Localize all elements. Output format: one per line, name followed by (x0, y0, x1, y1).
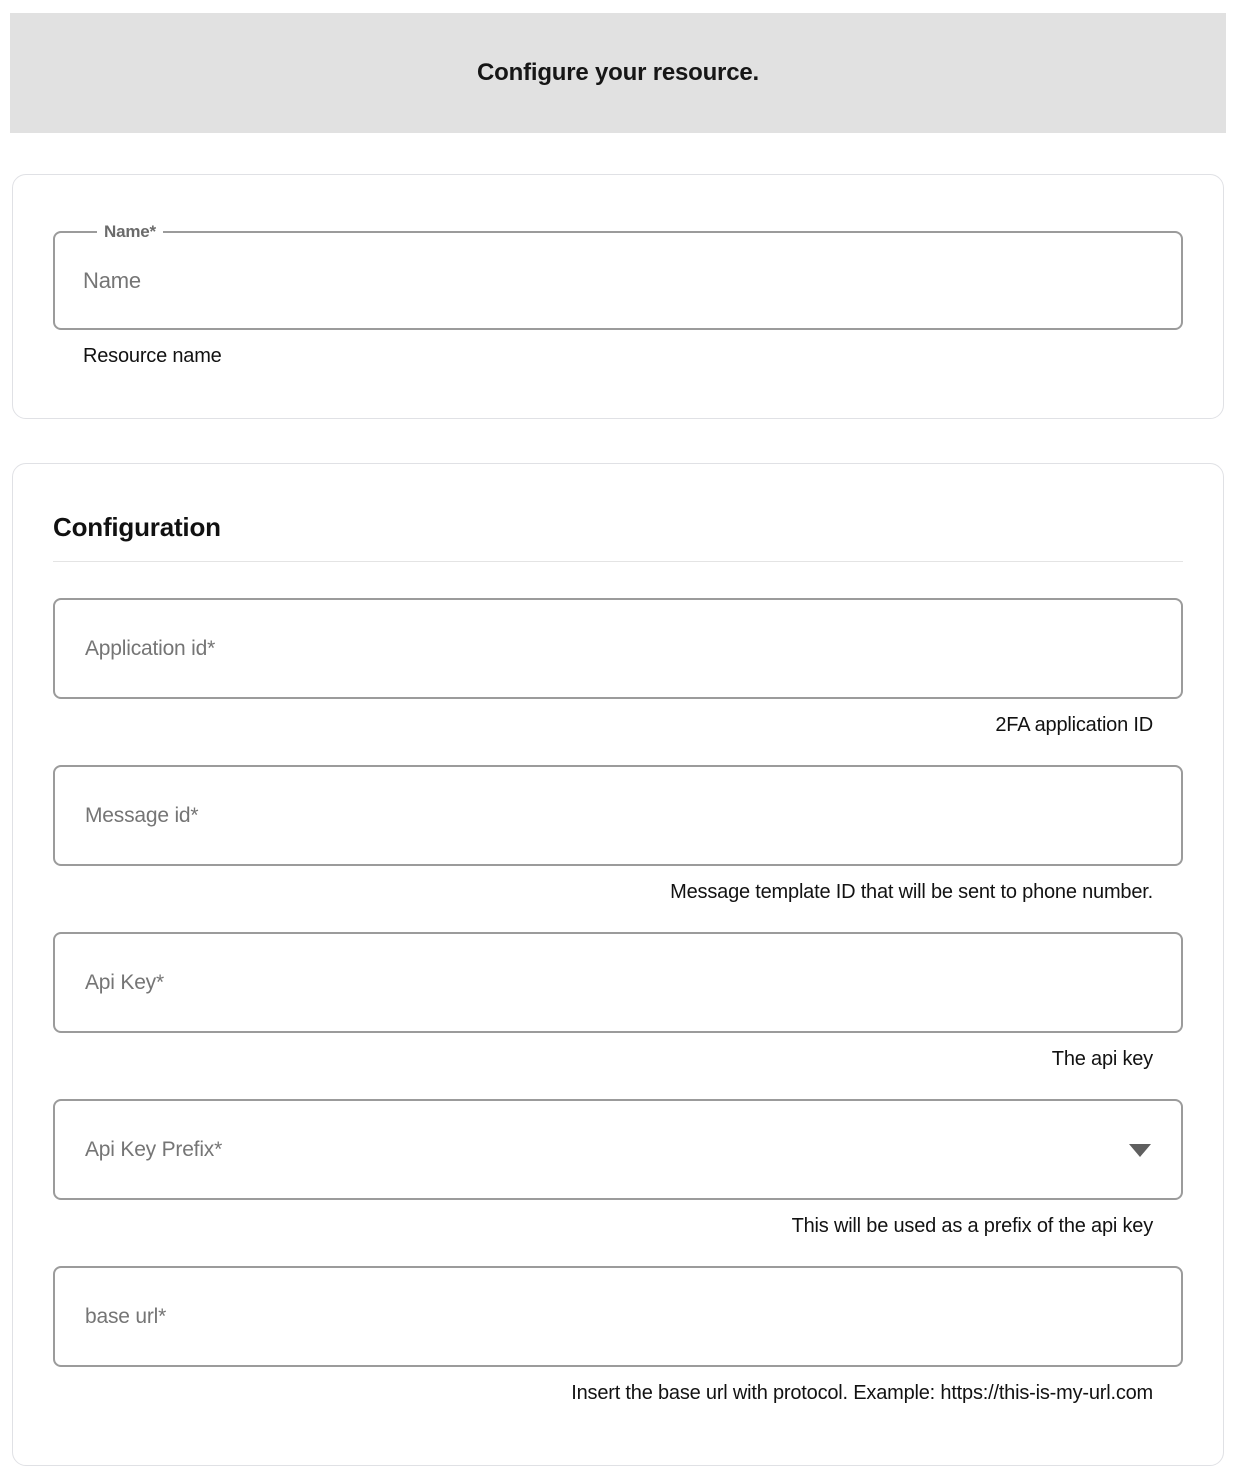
name-helper-text: Resource name (83, 345, 222, 367)
message-id-input[interactable] (55, 767, 1181, 864)
configuration-card (12, 463, 1224, 1466)
divider (53, 561, 1183, 562)
base-url-input[interactable] (55, 1268, 1181, 1365)
application-id-field (53, 598, 1183, 699)
name-input[interactable] (53, 232, 1183, 330)
header-banner (10, 13, 1226, 133)
page-title: Configure your resource. (477, 59, 759, 86)
base-url-field (53, 1266, 1183, 1367)
api-key-field (53, 932, 1183, 1033)
field-message-id (53, 765, 1183, 904)
name-card (12, 174, 1224, 419)
field-api-key-prefix (53, 1099, 1183, 1238)
message-id-field (53, 765, 1183, 866)
api-key-helper-text: The api key (1051, 1048, 1153, 1070)
message-id-helper-text: Message template ID that will be sent to phone number. (670, 881, 1153, 903)
application-id-input[interactable] (55, 600, 1181, 697)
field-api-key (53, 932, 1183, 1071)
chevron-down-icon (1129, 1144, 1151, 1157)
field-base-url (53, 1266, 1183, 1405)
api-key-prefix-select[interactable] (53, 1099, 1183, 1200)
api-key-prefix-helper-text: This will be used as a prefix of the api key (791, 1215, 1153, 1237)
configuration-title: Configuration (53, 512, 221, 542)
name-field-label: Name* (104, 222, 156, 241)
field-application-id (53, 598, 1183, 737)
name-field (53, 222, 1183, 330)
application-id-helper-text: 2FA application ID (995, 714, 1153, 736)
api-key-input[interactable] (55, 934, 1181, 1031)
api-key-prefix-label: Api Key Prefix* (85, 1137, 223, 1161)
base-url-helper-text: Insert the base url with protocol. Example: https://this-is-my-url.com (571, 1382, 1153, 1404)
